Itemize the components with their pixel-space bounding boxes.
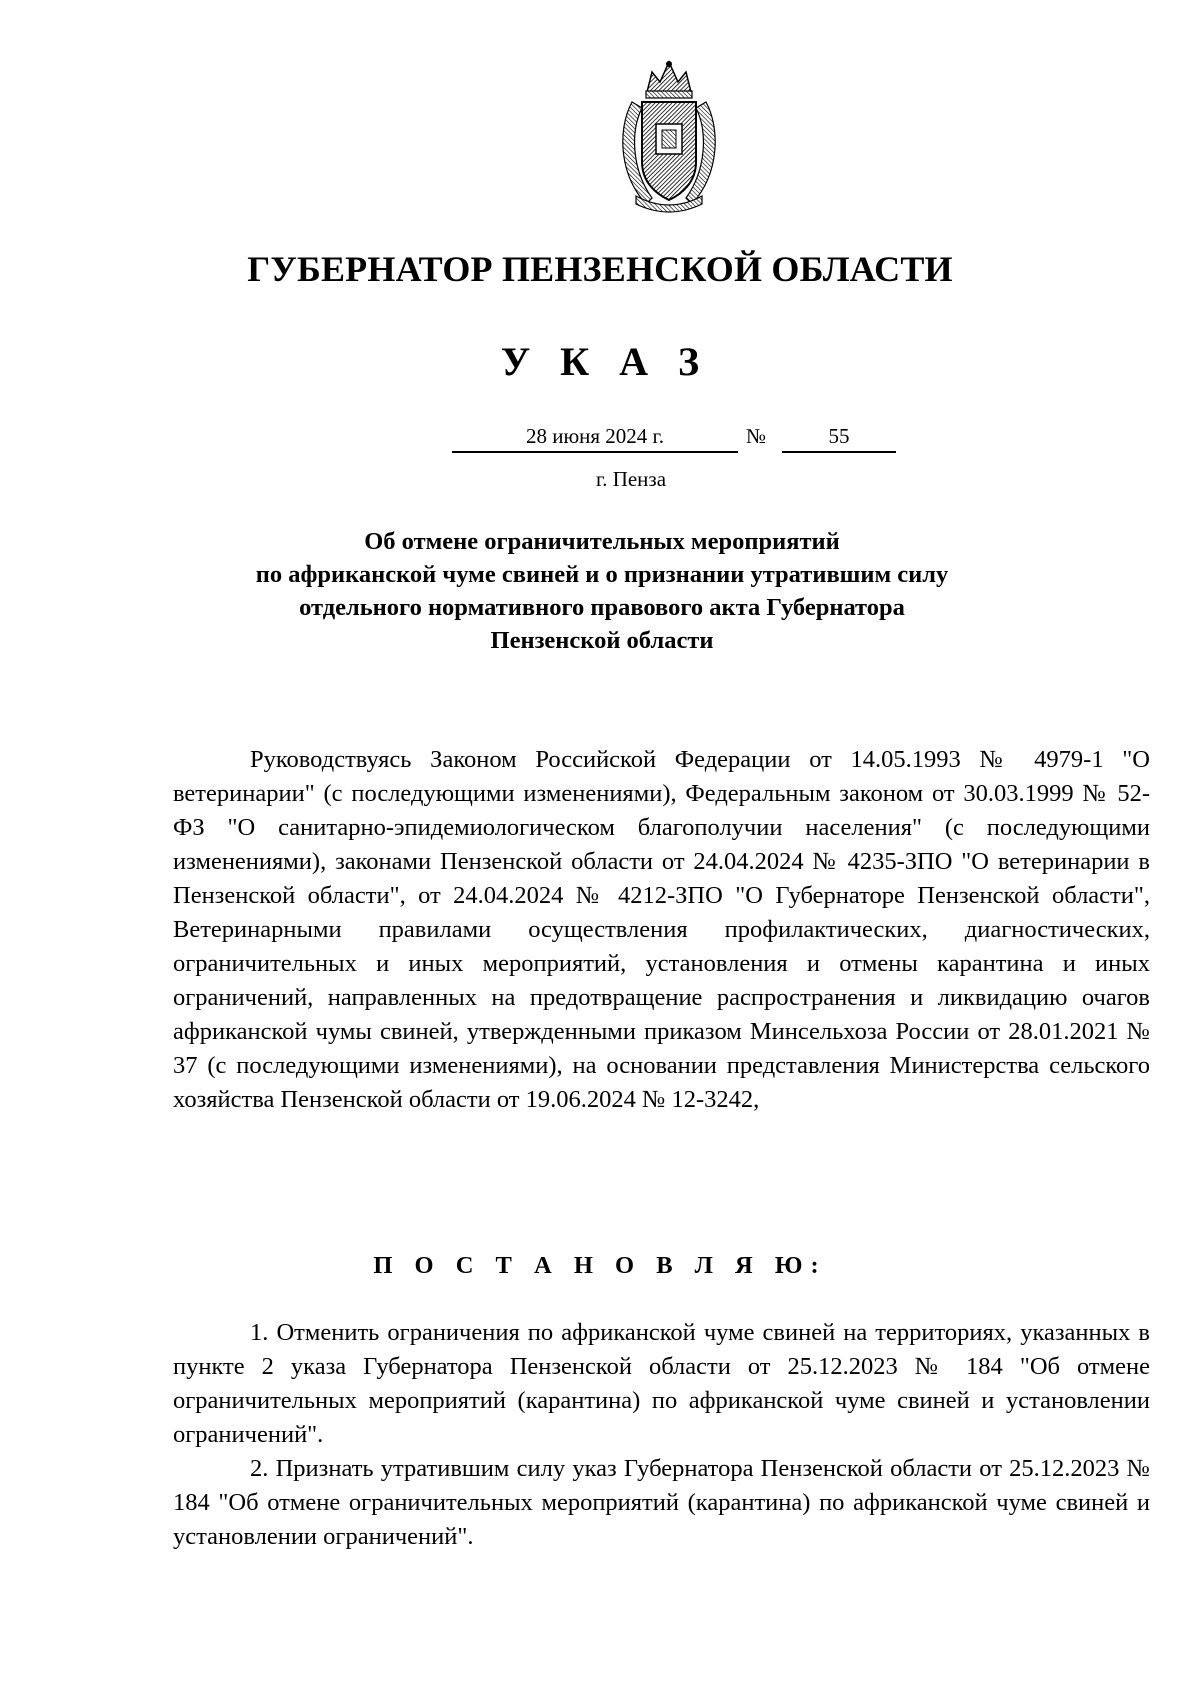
document-title bbox=[150, 525, 1054, 657]
decree-item: 1. Отменить ограничения по африканской чуме свиней на территориях, указанных в пункте 2 указа Губернатора Пензенской области от 25.12.2023 № 184 "Об отмене ограничительных мероприятий (карантина) по африканской чуме свиней и установлении ограничений". bbox=[173, 1319, 1150, 1448]
number-sign: № bbox=[746, 424, 767, 448]
preamble-paragraph: Руководствуясь Законом Российской Федерации от 14.05.1993 № 4979-1 "О ветеринарии" (с последующими изменениями), Федеральным законом от 30.03.1999 № 52-ФЗ "О санитарно-эпидемиологическом благополучии населения" (с последующими изменениями), законами Пензенской области от 24.04.2024 № 4235-ЗПО "О ветеринарии в Пензенской области", от 24.04.2024 № 4212-ЗПО "О Губернаторе Пензенской области", Ветеринарными правилами осуществления профилактических, диагностических, ограничительных и иных мероприятий, установления и отмены карантина и иных ограничений, направленных на предотвращение распространения и ликвидацию очагов африканской чумы свиней, утвержденными приказом Минсельхоза России от 28.01.2021 № 37 (с последующими изменениями), на основании представления Министерства сельского хозяйства Пензенской области от 19.06.2024 № 12-3242, bbox=[173, 746, 1150, 1113]
issuing-authority: ГУБЕРНАТОР ПЕНЗЕНСКОЙ ОБЛАСТИ bbox=[247, 249, 953, 289]
title-line: Пензенской области bbox=[490, 627, 714, 654]
preamble-block bbox=[173, 743, 1150, 1117]
title-line: отдельного нормативного правового акта Губернатора bbox=[299, 594, 905, 621]
title-line: Об отмене ограничительных мероприятий bbox=[364, 528, 840, 555]
title-line: по африканской чуме свиней и о признании утратившим силу bbox=[255, 561, 949, 588]
decree-item: 2. Признать утратившим силу указ Губернатора Пензенской области от 25.12.2023 № 184 "Об отмене ограничительных мероприятий (карантина) по африканской чуме свиней и установлении ограничений". bbox=[173, 1455, 1150, 1550]
pensa-region-coat-of-arms-icon bbox=[606, 58, 732, 214]
document-type: У К А З bbox=[500, 339, 710, 384]
document-number: 55 bbox=[782, 424, 896, 453]
decree-items bbox=[173, 1316, 1150, 1554]
document-date: 28 июня 2024 г. bbox=[452, 424, 738, 453]
document-city: г. Пенза bbox=[595, 467, 667, 491]
decree-heading: П О С Т А Н О В Л Я Ю: bbox=[373, 1252, 827, 1279]
